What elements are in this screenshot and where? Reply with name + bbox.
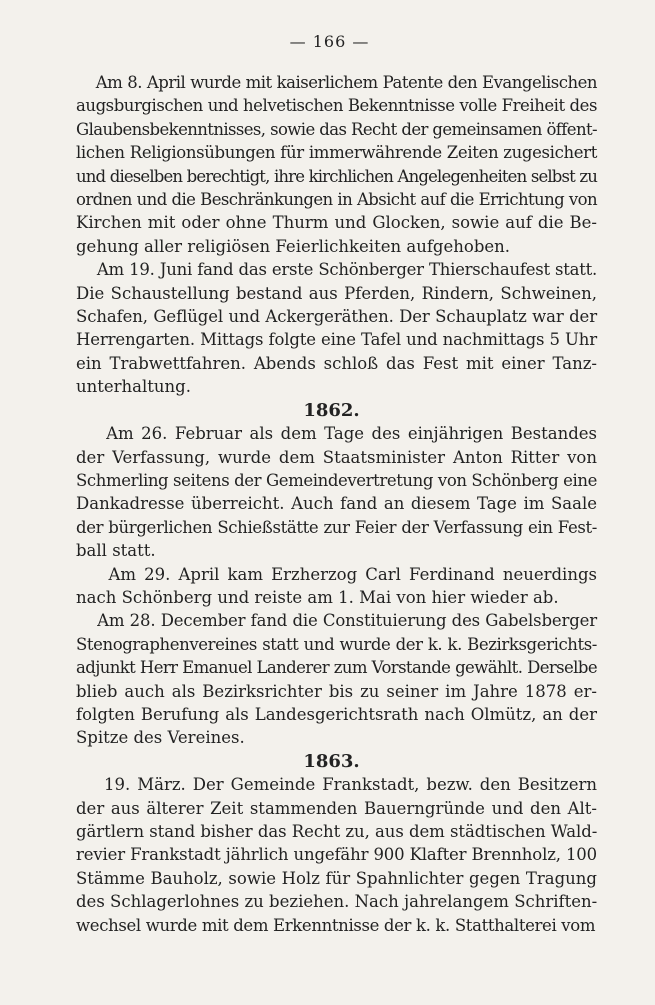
- text-line: Kirchen mit oder ohne Thurm und Glocken, sowie auf die Be-: [76, 213, 597, 233]
- text-line: des Schlagerlohnes zu beziehen. Nach jahrelangem Schriften-: [76, 892, 598, 912]
- text-line: Herrengarten. Mittags folgte eine Tafel und nachmittags 5 Uhr: [76, 330, 597, 350]
- text-line: gärtlern stand bisher das Recht zu, aus dem städtischen Wald-: [76, 822, 598, 841]
- text-line: gehung aller religiösen Feierlichkeiten aufgehoben.: [76, 236, 511, 256]
- text-line: ein Trabwettfahren. Abends schloß das Fest mit einer Tanz-: [76, 353, 597, 373]
- text-line: ordnen und die Beschränkungen in Absicht auf die Errichtung von: [76, 190, 597, 210]
- text-line: der aus älterer Zeit stammenden Bauerngründe und den Alt-: [76, 798, 597, 818]
- text-line: Glaubensbekenntnisses, sowie das Recht der gemeinsamen öffent-: [76, 119, 597, 139]
- text-line: Schafen, Geflügel und Ackergeräthen. Der Schauplatz war der: [76, 307, 597, 327]
- text-line: unterhaltung.: [76, 377, 191, 397]
- text-line: Am 8. April wurde mit kaiserlichem Patente den Evangelischen: [76, 73, 597, 92]
- text-line: Dankadresse überreicht. Auch fand an diesem Tage im Saale: [76, 494, 597, 514]
- text-line: 19. März. Der Gemeinde Frankstadt, bezw. den Besitzern: [76, 775, 597, 795]
- text-line: adjunkt Herr Emanuel Landerer zum Vorstande gewählt. Derselbe: [76, 658, 597, 678]
- text-line: Spitze des Vereines.: [76, 728, 245, 748]
- paragraph: [76, 422, 597, 562]
- paragraph: [76, 773, 597, 937]
- paragraph: [76, 563, 597, 610]
- text-line: augsburgischen und helvetischen Bekenntnisse volle Freiheit des: [76, 96, 597, 116]
- text-line: Am 28. December fand die Constituierung des Gabelsberger: [76, 611, 597, 631]
- paragraph: [76, 258, 597, 398]
- text-line: Stämme Bauholz, sowie Holz für Spahnlichter gegen Tragung: [76, 868, 597, 888]
- year-heading: 1863.: [303, 750, 360, 772]
- text-line: Am 29. April kam Erzherzog Carl Ferdinand neuerdings: [76, 564, 597, 584]
- text-line: revier Frankstadt jährlich ungefähr 900 Klafter Brennholz, 100: [76, 845, 597, 865]
- page-number: — 166 —: [289, 32, 370, 51]
- text-line: ball statt.: [76, 541, 156, 561]
- text-line: lichen Religionsübungen für immerwährende Zeiten zugesichert: [76, 143, 597, 163]
- text-line: Stenographenvereines statt und wurde der k. k. Bezirksgerichts-: [76, 634, 597, 654]
- text-line: folgten Berufung als Landesgerichtsrath nach Olmütz, an der: [76, 704, 597, 724]
- text-line: der bürgerlichen Schießstätte zur Feier der Verfassung ein Fest-: [76, 517, 597, 537]
- text-line: Am 19. Juni fand das erste Schönberger Thierschaufest statt.: [76, 260, 597, 280]
- text-line: Die Schaustellung bestand aus Pferden, Rindern, Schweinen,: [76, 283, 597, 303]
- paragraph: [76, 609, 597, 749]
- text-line: nach Schönberg und reiste am 1. Mai von hier wieder ab.: [76, 587, 559, 607]
- text-line: Schmerling seitens der Gemeindevertretung von Schönberg eine: [76, 470, 598, 490]
- text-line: blieb auch als Bezirksrichter bis zu seiner im Jahre 1878 er-: [76, 681, 597, 701]
- paragraph: [76, 71, 597, 258]
- year-heading: 1862.: [303, 399, 360, 421]
- text-line: der Verfassung, wurde dem Staatsminister Anton Ritter von: [76, 447, 597, 467]
- page-body: [76, 71, 597, 937]
- text-line: Am 26. Februar als dem Tage des einjährigen Bestandes: [76, 424, 597, 444]
- text-line: und dieselben berechtigt, ihre kirchlichen Angelegenheiten selbst zu: [76, 166, 597, 186]
- text-line: wechsel wurde mit dem Erkenntnisse der k. k. Statthalterei vom: [76, 915, 596, 935]
